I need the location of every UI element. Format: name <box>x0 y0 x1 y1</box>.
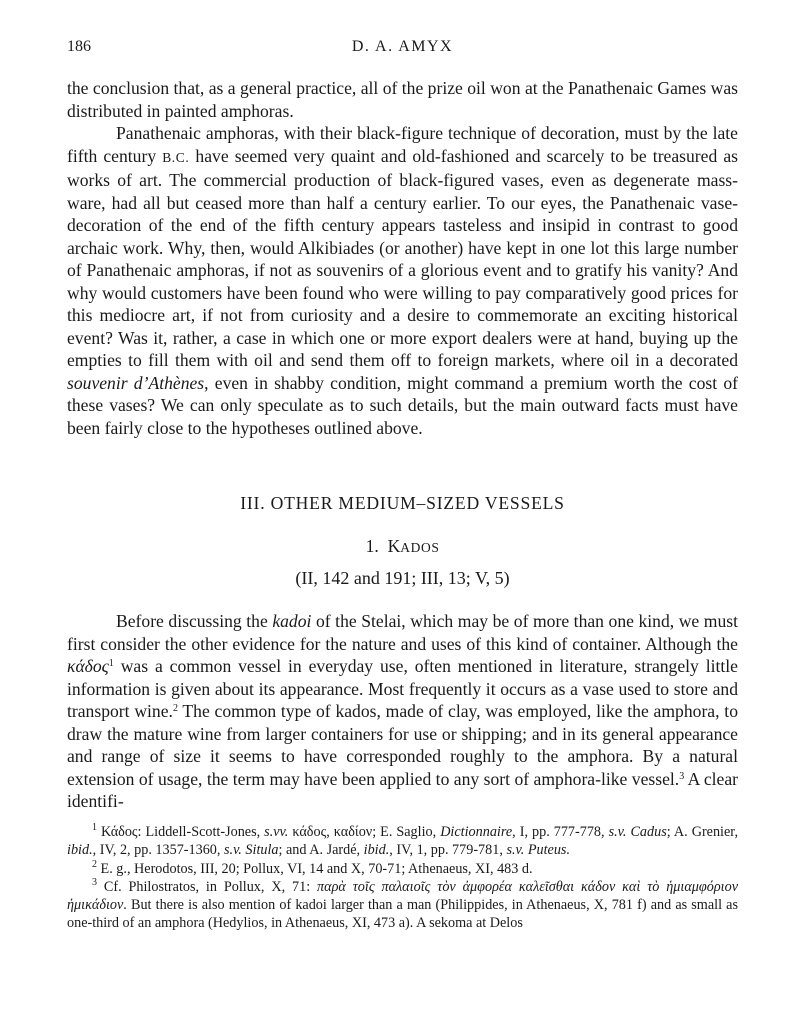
footnote-ref-1[interactable]: 1 <box>108 658 114 669</box>
fn3-text-a: Cf. Philostratos, in Pollux, X, 71: <box>97 878 318 895</box>
footnote-2 <box>67 860 738 878</box>
fn1-ibid-2: ibid. <box>363 842 390 859</box>
paragraph-2-text-a: Panathenaic amphoras, with their black-figure technique of decoration, must by the late fifth century <box>67 123 738 166</box>
footnotes <box>67 823 738 933</box>
footnote-3-number: 3 <box>92 876 97 888</box>
fn1-text-f: ; and A. Jardé, <box>278 842 364 859</box>
body-text-top <box>67 77 738 439</box>
footnote-3 <box>67 878 738 933</box>
kados-text-1: Before discussing the <box>116 611 273 631</box>
fn1-text-g: , IV, 1, pp. 779-781, <box>389 842 507 859</box>
paragraph-kados <box>67 610 738 813</box>
footnote-1-number: 1 <box>92 822 97 833</box>
page-number: 186 <box>67 38 91 55</box>
fn1-dictionnaire: Dictionnaire <box>440 824 513 840</box>
kados-greek: κάδος <box>67 656 109 676</box>
kados-text-2: of the Stelai, which may be of more than one kind, we must first consider the other evidence for the nature and uses of this kind of container. Although the <box>67 611 738 654</box>
subsection-title <box>67 536 738 557</box>
fn1-svv: s.vv. <box>264 824 289 840</box>
kados-text-3: was a common vessel in everyday use, often mentioned in literature, strangely little information is given about its appearance. Most frequently it occurs as a vase used to store and transport wine. <box>67 656 738 721</box>
fn1-sv-cadus: s.v. Cadus <box>608 824 667 840</box>
footnote-ref-2[interactable]: 2 <box>172 703 178 714</box>
fn1-text-d: ; A. Grenier, <box>666 824 738 840</box>
subsection-name-rest: ADOS <box>400 540 440 555</box>
fn1-ibid-1: ibid. <box>67 842 93 859</box>
running-head: D. A. AMYX <box>351 38 454 55</box>
body-text-kados <box>67 610 738 813</box>
fn1-sv-situla: s.v. Situla <box>224 842 279 859</box>
fn1-text-a: Κάδος: Liddell-Scott-Jones, <box>97 824 265 840</box>
footnote-2-number: 2 <box>92 858 97 870</box>
paragraph-2-text-c: , even in shabby condition, might command a premium worth the cost of these vases? We can only speculate as to such details, but the main outward facts must have been fairly close to the hypotheses outlined above. <box>67 372 738 438</box>
souvenir-phrase: souvenir d’Athènes <box>67 372 205 393</box>
stelai-references: (II, 142 and 191; III, 13; V, 5) <box>295 568 510 588</box>
fn2-text: E. g., Herodotos, III, 20; Pollux, VI, 14 and X, 70-71; Athenaeus, XI, 483 d. <box>97 860 533 877</box>
fn1-text-b: κάδος, καδίον; E. Saglio, <box>288 824 441 840</box>
fn1-text-e: , IV, 2, pp. 1357-1360, <box>92 842 224 859</box>
subsection-initial: K <box>387 536 401 556</box>
kados-text-5: A clear identifi- <box>67 768 738 811</box>
footnote-1 <box>67 823 738 860</box>
footnote-ref-3[interactable]: 3 <box>679 770 685 782</box>
fn1-text-c: , I, pp. 777-778, <box>512 824 609 840</box>
paragraph-2 <box>67 122 738 439</box>
fn3-greek: παρὰ τοῖς παλαιοῖς τὸν ἀμφορέα καλεῖσθαι κάδον καὶ τὸ ἡμιαμφόριον ἡμικάδιον <box>67 878 739 914</box>
bc-abbrev: B.C. <box>162 149 190 165</box>
fn1-sv-puteus: s.v. Puteus. <box>506 842 571 859</box>
fn3-text-b: . But there is also mention of kadoi larger than a man (Philippides, in Athenaeus, X, 781 f) and as small as one-third of an amphora (Hedylios, in Athenaeus, XI, 473 a). A sekoma at Delos <box>67 897 738 932</box>
page-header <box>67 38 738 62</box>
kadoi-italic: kadoi <box>272 611 312 631</box>
section-title: III. OTHER MEDIUM–SIZED VESSELS <box>240 493 565 513</box>
kados-text-4: The common type of kados, made of clay, was employed, like the amphora, to draw the mature wine from larger containers for use or shipping; and in its general appearance and range of size it seems to have corresponded roughly to the amphora. By a natural extension of usage, the term may have been applied to any sort of amphora-like vessel. <box>67 701 738 789</box>
paragraph-2-text-b: have seemed very quaint and old-fashioned and scarcely to be treasured as works of art. The commercial production of black-figured vases, even as degenerate mass-ware, had all but ceased more than half a century earlier. To our eyes, the Panathenaic vase-decoration of the end of the fifth century appears tasteless and insipid in contrast to good archaic work. Why, then, would Alkibiades (or another) have kept in one lot this large number of Panathenaic amphoras, if not as souvenirs of a glorious event and to gratify his vanity? And why would customers have been found who were willing to pay comparatively good prices for this mediocre art, if not from curiosity and a desire to commemorate an exciting historical event? Was it, rather, a case in which one or more export dealers were at hand, buying up the empties to fill them with oil and send them off to foreign markets, where oil in a decorated <box>67 145 738 370</box>
subsection-number: 1. <box>365 536 379 556</box>
paragraph-1: the conclusion that, as a general practice, all of the prize oil won at the Panathenaic Games was distributed in painted amphoras. <box>67 78 738 121</box>
